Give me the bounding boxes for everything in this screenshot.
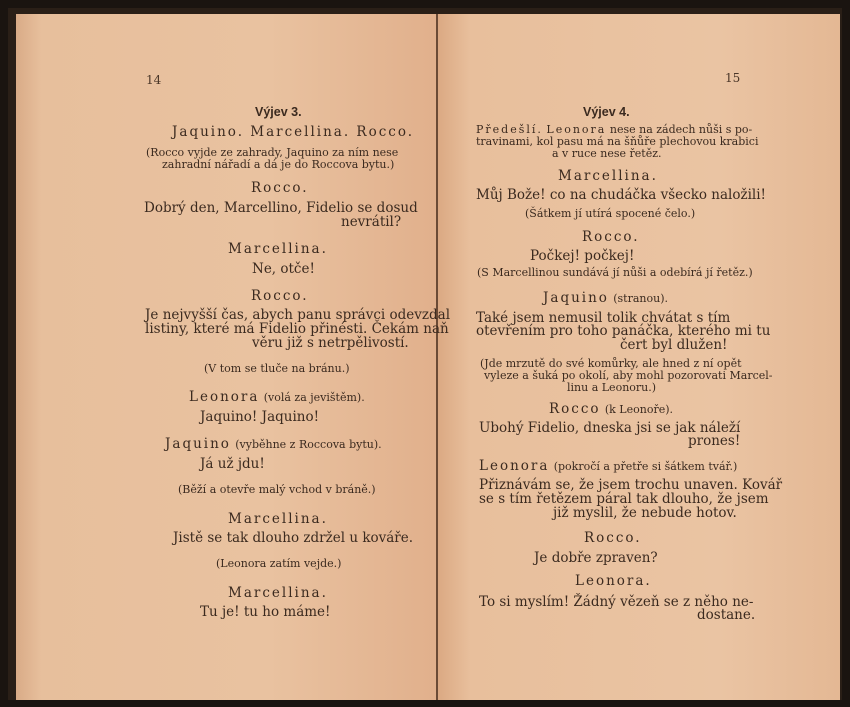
speaker-name: Marcellina. (228, 585, 328, 601)
dialogue-line: již myslil, že nebude hotov. (553, 505, 737, 521)
stage-direction: (Leonora zatím vejde.) (216, 557, 342, 570)
dialogue-line: Počkej! počkej! (530, 248, 635, 264)
speaker-name: Jaquino (543, 290, 609, 306)
stage-direction: vyleze a šuká po okolí, aby mohl pozorovati Marcel- (484, 369, 773, 382)
speaker-note: (stranou). (613, 292, 668, 305)
dialogue-line: Můj Bože! co na chudáčka všecko naložili! (476, 187, 766, 203)
stage-direction: (Jde mrzutě do své komůrky, ale hned z ní opět (480, 357, 742, 370)
stage-direction: zahradní nářadí a dá je do Roccova bytu.) (162, 158, 395, 171)
stage-direction: (Rocco vyjde ze zahrady, Jaquino za ním nese (146, 146, 399, 159)
speaker-name: Marcellina. (558, 168, 658, 184)
dialogue-line: Ubohý Fidelio, dneska jsi se jak náleží (479, 420, 741, 436)
dialogue-line: čert byl dlužen! (620, 337, 728, 353)
dialogue-line: listiny, které má Fidelio přinésti. Čekám naň (145, 321, 449, 337)
scene-intro: a v ruce nese řetěz. (552, 147, 662, 160)
dialogue-line: Dobrý den, Marcellino, Fidelio se dosud (144, 200, 418, 216)
speaker-name: Jaquino (165, 436, 231, 452)
speaker-name: Leonora. (575, 573, 652, 589)
dialogue-line: Tu je! tu ho máme! (200, 604, 331, 620)
dialogue-line: Ne, otče! (252, 261, 315, 277)
dialogue-line: Přiznávám se, že jsem trochu unaven. Kovář (479, 477, 783, 493)
speaker-note: (volá za jevištěm). (263, 391, 365, 404)
scene-intro-part: Leonora (546, 123, 607, 136)
scene-title-right: Výjev 4. (583, 105, 630, 119)
speaker-name: Rocco (549, 401, 601, 417)
speaker-line (549, 401, 673, 417)
dialogue-line: prones! (688, 433, 741, 449)
dialogue-line: dostane. (697, 607, 756, 623)
dialogue-line: otevřením pro toho panáčka, kterého mi tu (476, 323, 771, 339)
speaker-name: Marcellina. (228, 511, 328, 527)
scene-intro-part: Předešlí. (476, 123, 543, 136)
stage-direction: (S Marcellinou sundává jí nůši a odebírá jí řetěz.) (477, 266, 753, 279)
speaker-name: Leonora (189, 389, 260, 405)
stage-direction: linu a Leonoru.) (567, 381, 657, 394)
speaker-name: Marcellina. (228, 241, 328, 257)
speaker-name: Rocco. (251, 288, 309, 304)
speaker-line (479, 458, 737, 474)
dialogue-line: Jistě se tak dlouho zdržel u kováře. (173, 530, 414, 546)
dialogue-line: Také jsem nemusil tolik chvátat s tím (476, 310, 731, 326)
left-page (16, 14, 436, 700)
speaker-note: (pokročí a přetře si šátkem tvář.) (553, 460, 738, 473)
dialogue-line: Jaquino! Jaquino! (200, 409, 320, 425)
dialogue-line: Já už jdu! (200, 456, 265, 472)
dialogue-line: věru již s netrpělivostí. (252, 335, 409, 351)
speaker-note: (vyběhne z Roccova bytu). (235, 438, 382, 451)
scene-title-left: Výjev 3. (255, 105, 302, 119)
speaker-line (165, 436, 382, 452)
page-number-right: 15 (725, 71, 741, 85)
dialogue-line: Je dobře zpraven? (534, 550, 658, 566)
stage-direction: (Šátkem jí utírá spocené čelo.) (525, 207, 696, 220)
speaker-name: Rocco. (582, 229, 640, 245)
stage-direction: (Běží a otevře malý vchod v bráně.) (178, 483, 376, 496)
dialogue-line: nevrátil? (341, 214, 402, 230)
dialogue-line: To si myslím! Žádný vězeň se z něho ne- (479, 594, 754, 610)
speaker-line (189, 389, 365, 405)
speaker-name: Rocco. (584, 530, 642, 546)
scene-intro: travinami, kol pasu má na šňůře plechovou krabici (476, 135, 759, 148)
characters-list: Jaquino. Marcellina. Rocco. (172, 124, 415, 140)
speaker-name: Leonora (479, 458, 550, 474)
dialogue-line: Je nejvyšší čas, abych panu správci odevzdal (145, 307, 451, 323)
page-number-left: 14 (146, 73, 162, 87)
speaker-name: Rocco. (251, 180, 309, 196)
scene-intro-part: nese na zádech nůši s po- (609, 123, 753, 136)
stage-direction: (V tom se tluče na bránu.) (204, 362, 350, 375)
speaker-line (543, 290, 668, 306)
dialogue-line: se s tím řetězem páral tak dlouho, že jsem (479, 491, 769, 507)
speaker-note: (k Leonoře). (604, 403, 673, 416)
